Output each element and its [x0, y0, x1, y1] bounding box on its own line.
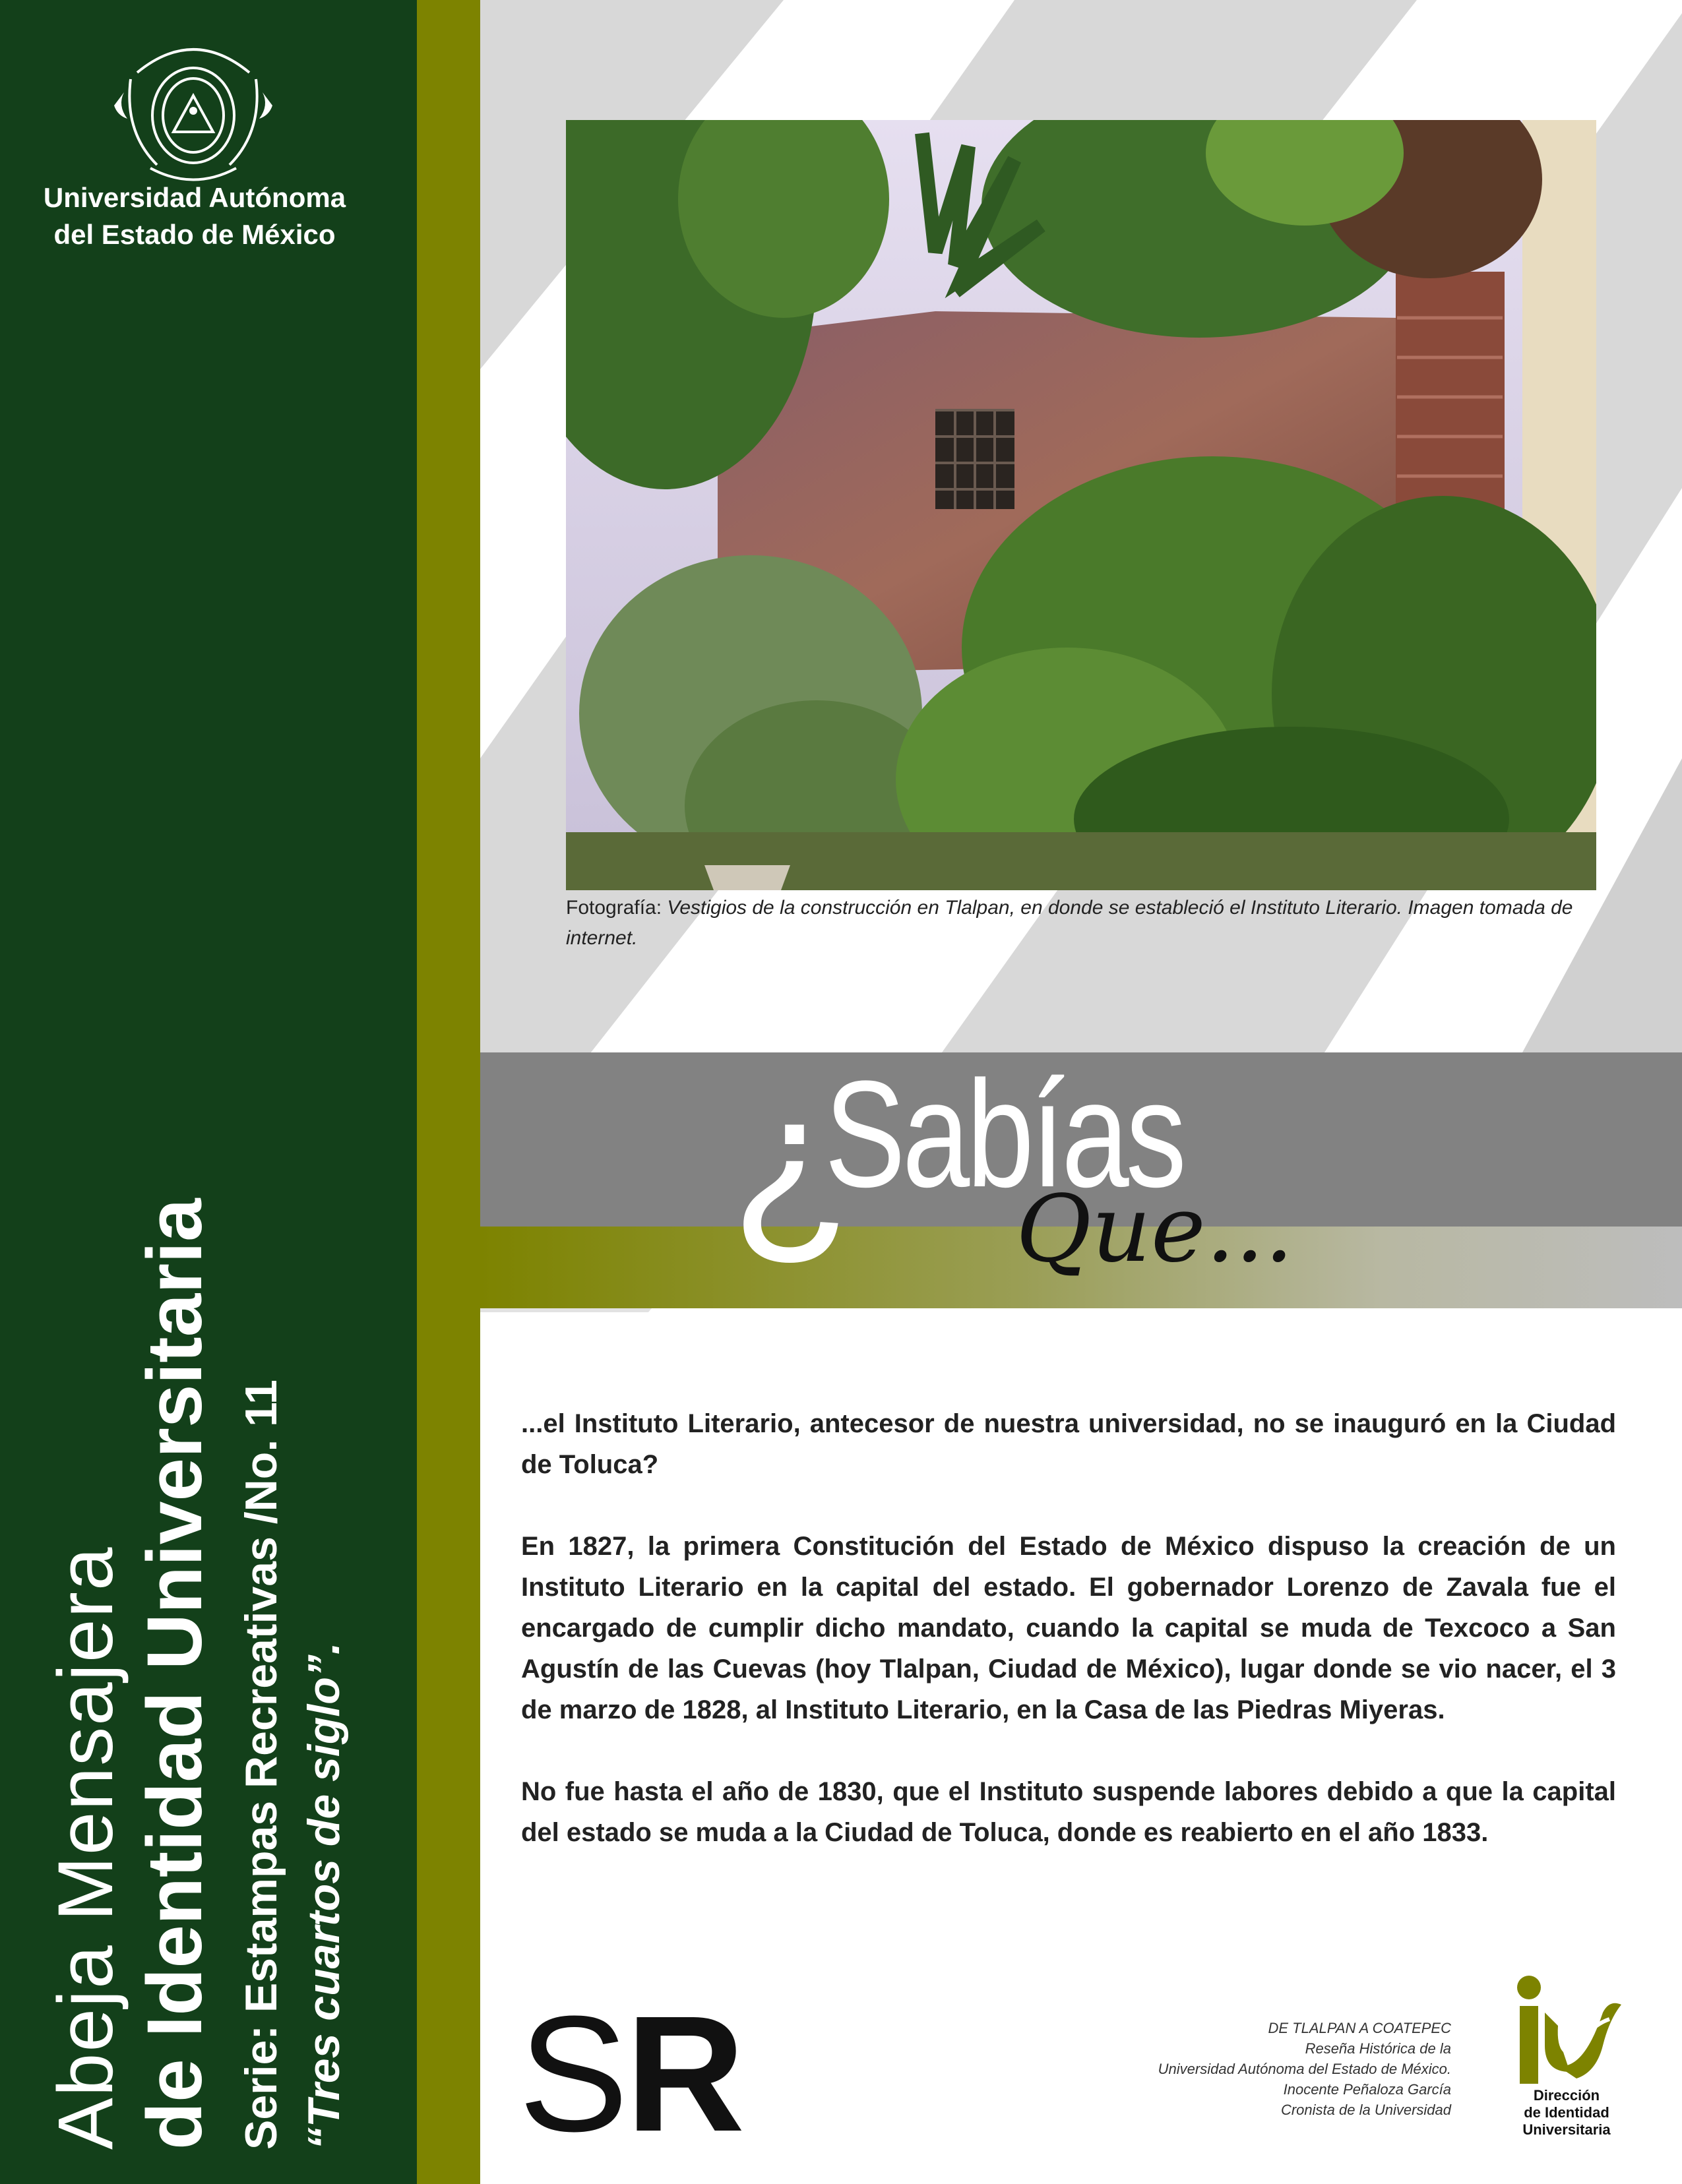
- identidad-universitaria-logo-icon: [1511, 1973, 1623, 2085]
- credit-line-2: Reseña Histórica de la: [1305, 2040, 1451, 2057]
- article-paragraph-3: No fue hasta el año de 1830, que el Instituto suspende labores debido a que la capital del estado se muda a la Ciudad de Toluca, donde es reabierto en el año 1833.: [521, 1777, 1616, 1847]
- vertical-title-block: [40, 1198, 354, 2150]
- publication-title-line2: de Identidad Universitaria: [131, 1198, 218, 2150]
- article-paragraph-1: ...el Instituto Literario, antecesor de nuestra universidad, no se inauguró en la Ciudad de Toluca?: [521, 1409, 1616, 1479]
- university-name: [20, 179, 369, 253]
- series-subtitle: “Tres cuartos de siglo”.: [299, 1642, 349, 2150]
- article-body: [521, 1403, 1616, 1894]
- university-name-line1: Universidad Autónoma: [43, 182, 346, 213]
- idu-label-line3: Universitaria: [1522, 2121, 1611, 2138]
- credit-line-4: Inocente Peñaloza García: [1283, 2081, 1451, 2098]
- sr-logo: [518, 1982, 743, 2166]
- identidad-universitaria-label: [1478, 2087, 1656, 2138]
- credit-line-3: Universidad Autónoma del Estado de México.: [1158, 2061, 1451, 2077]
- publication-title-line1: Abeja Mensajera: [42, 1546, 129, 2150]
- banner-title-que: Que...: [1016, 1176, 1294, 1283]
- university-name-line2: del Estado de México: [53, 219, 336, 250]
- series-label: Serie: Estampas Recreativas /No. 11: [236, 1380, 286, 2150]
- sr-logo-s: S: [518, 1982, 626, 2166]
- university-seal-icon: [111, 33, 276, 185]
- sr-logo-r: R: [625, 1982, 743, 2166]
- idu-label-line2: de Identidad: [1524, 2104, 1609, 2121]
- credit-line-5: Cronista de la Universidad: [1280, 2102, 1451, 2118]
- photo-caption: [566, 893, 1595, 954]
- caption-text: Vestigios de la construcción en Tlalpan, en donde se estableció el Instituto Literario. Imagen tomada de internet.: [566, 897, 1573, 949]
- ruins-garden-photo: [566, 120, 1596, 890]
- banner-question-mark: ¿: [731, 1050, 852, 1271]
- source-credits: [1029, 2018, 1451, 2120]
- idu-label-line1: Dirección: [1533, 2087, 1600, 2104]
- sidebar-accent-stripe: [417, 0, 480, 2184]
- article-paragraph-2: En 1827, la primera Constitución del Estado de México dispuso la creación de un Instituto Literario en la capital del estado. El gobernador Lorenzo de Zavala fue el encargado de cumplir dicho mandato, cuando la capital se muda de Texcoco a San Agustín de las Cuevas (hoy Tlalpan, Ciudad de México), lugar donde se vio nacer, el 3 de marzo de 1828, al Instituto Literario, en la Casa de las Piedras Miyeras.: [521, 1532, 1616, 1724]
- banner-title-sabias: Sabías: [825, 1049, 1184, 1219]
- credit-line-1: DE TLALPAN A COATEPEC: [1268, 2020, 1451, 2036]
- caption-label: Fotografía:: [566, 897, 668, 919]
